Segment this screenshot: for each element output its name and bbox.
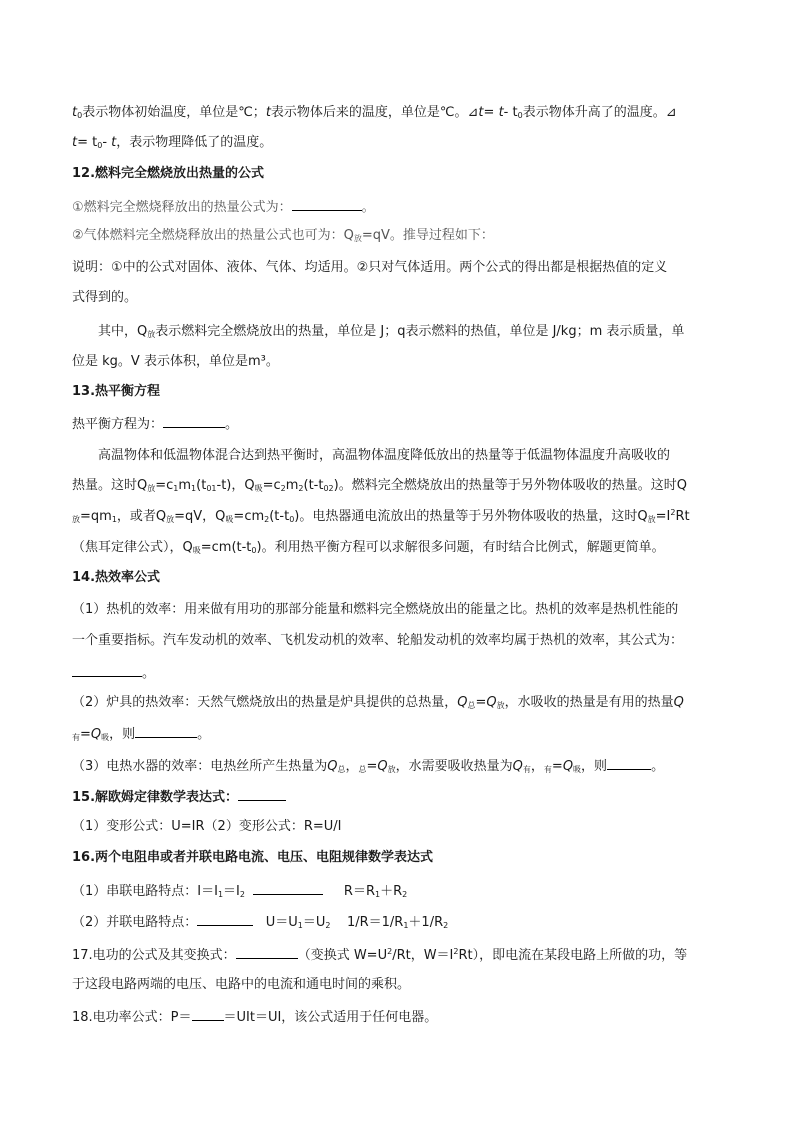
text-line: 热量。这时$Q_放=c_1m_1(t_{01}-t)$，$Q_吸=c_2m_2(t-t_{02})$。燃料完全燃烧放出的热量等于另外物体吸收的热量。这时Q — [72, 478, 687, 493]
text-line: （1）变形公式：U=IR（2）变形公式：R=U/I — [72, 819, 342, 834]
section-heading-12: 12.燃料完全燃烧放出热量的公式 — [72, 166, 265, 181]
section-heading-15: 15.解欧姆定律数学表达式： — [72, 786, 724, 808]
text-line: （2）炉具的热效率：天然气燃烧放出的热量是炉具提供的总热量，$Q_总=Q_放$，水吸收的热量是有用的热量Q — [72, 695, 684, 710]
answer-blank[interactable] — [253, 880, 323, 895]
text-line: 热平衡方程为： 。 — [72, 413, 724, 435]
text-line: 一个重要指标。汽车发动机的效率、飞机发动机的效率、轮船发动机的效率均属于热机的效率，其公式为： — [72, 633, 684, 648]
answer-blank[interactable] — [135, 723, 197, 738]
text-line: （2）并联电路特点： $U=U_1=U_2$ $1/R=1/R_1+1/R_2$ — [72, 911, 724, 933]
text-line: $_有=Q_吸$，则 。 — [72, 723, 724, 745]
answer-blank[interactable] — [607, 755, 651, 770]
text-line: 说明：①中的公式对固体、液体、气体、均适用。②只对气体适用。两个公式的得出都是根据热值的定义 — [72, 260, 668, 275]
text-line: 18.电功率公式：P＝ ＝UIt＝UI，该公式适用于任何电器。 — [72, 1006, 724, 1028]
text-line: （1）串联电路特点：$I=I_1=I_2$ $R=R_1+R_2$ — [72, 880, 724, 902]
answer-blank[interactable] — [197, 911, 253, 926]
text-line: $t= t_0-$ t，表示物理降低了的温度。 — [72, 135, 273, 150]
text-line: 。 — [72, 662, 724, 684]
text-line: 17.电功的公式及其变换式： （变换式 $W=U^2/Rt$，$W=I^2Rt$），即电流在某段电路上所做的功，等 — [72, 944, 724, 966]
text-line: 式得到的。 — [72, 290, 138, 305]
text-line: （1）热机的效率：用来做有用功的那部分能量和燃料完全燃烧放出的能量之比。热机的效率是热机性能的 — [72, 602, 679, 617]
text-line: 位是 kg。V 表示体积，单位是m³。 — [72, 354, 279, 369]
answer-blank[interactable] — [238, 786, 286, 801]
section-heading-16: 16.两个电阻串或者并联电路电流、电压、电阻规律数学表达式 — [72, 850, 434, 865]
answer-blank[interactable] — [236, 944, 298, 959]
answer-blank[interactable] — [163, 413, 225, 428]
text-line: （3）电热水器的效率：电热丝所产生热量为$Q_总$，$_总=Q_放$，水需要吸收热量为$Q_有$，$_有=Q_吸$，则 。 — [72, 755, 724, 777]
answer-blank[interactable] — [72, 662, 142, 677]
text-line: 高温物体和低温物体混合达到热平衡时，高温物体温度降低放出的热量等于低温物体温度升高吸收的 — [98, 448, 671, 463]
answer-blank[interactable] — [192, 1006, 224, 1021]
text-line: ②气体燃料完全燃烧释放出的热量公式也可为：$Q_放=qV$。推导过程如下： — [72, 228, 494, 243]
text-line: 于这段电路两端的电压、电路中的电流和通电时间的乘积。 — [72, 977, 411, 992]
text-line: $t_0$表示物体初始温度，单位是℃；t表示物体后来的温度，单位是℃。⊿t= t- $t_0$表示物体升高了的温度。⊿ — [72, 105, 677, 120]
answer-blank[interactable] — [292, 196, 362, 211]
text-line: 其中，$Q_放$表示燃料完全燃烧放出的热量，单位是 J；q表示燃料的热值，单位是 J/kg；m 表示质量，单 — [98, 324, 685, 339]
section-heading-13: 13.热平衡方程 — [72, 384, 161, 399]
text-line: （焦耳定律公式），$Q_吸=cm(t-t_0)$。利用热平衡方程可以求解很多问题，有时结合比例式，解题更简单。 — [72, 540, 665, 555]
text-line: $_放=qm_1$，或者$Q_放=qV$，$Q_吸=cm_2(t-t_0)$。电热器通电流放出的热量等于另外物体吸收的热量，这时$Q_放=I^2Rt$ — [72, 508, 690, 524]
section-heading-14: 14.热效率公式 — [72, 570, 161, 585]
text-line: ①燃料完全燃烧释放出的热量公式为： 。 — [72, 196, 724, 218]
